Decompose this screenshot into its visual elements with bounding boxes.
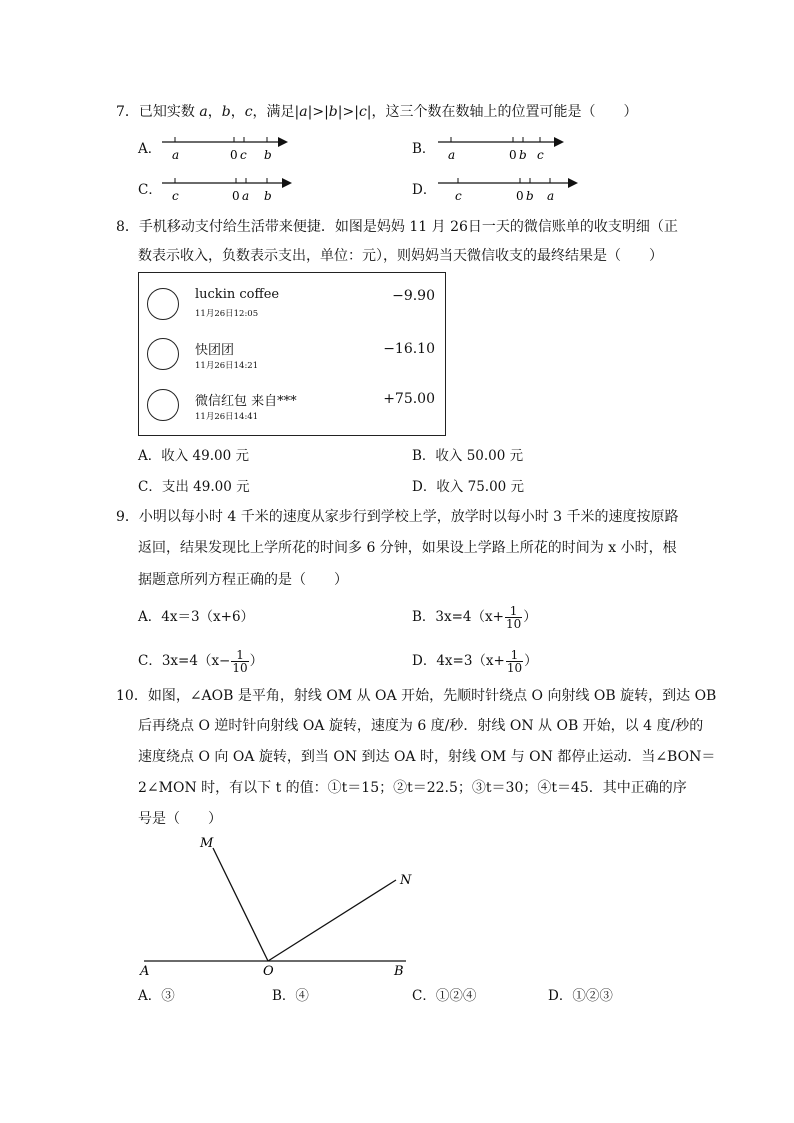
q7d-point-1: c xyxy=(455,189,462,203)
q7-option-a-label[interactable]: A． xyxy=(138,141,162,157)
q8-stem-line-1: 8．手机移动支付给生活带来便捷．如图是妈妈 11 月 26日一天的微信账单的收支明细（正 xyxy=(116,219,678,235)
q7c-point-1: c xyxy=(172,189,179,203)
avatar-circle xyxy=(147,389,179,421)
label-b: B xyxy=(394,964,404,979)
q8-option-b[interactable]: B．收入 50.00 元 xyxy=(412,448,524,464)
q9-stem-line-1: 9．小明以每小时 4 千米的速度从家步行到学校上学，放学时以每小时 3 千米的速度按原路 xyxy=(116,509,679,525)
q7b-point-3: b xyxy=(519,148,527,162)
q10-stem-line-4: 2∠MON 时，有以下 t 的值：①t＝15；②t＝22.5；③t＝30；④t＝45．其中正确的序 xyxy=(138,780,687,796)
bill-time: 11月26日14:41 xyxy=(195,412,259,422)
bill-amount: −9.90 xyxy=(392,288,435,304)
q7-number-line-d xyxy=(434,171,582,205)
q9-option-c[interactable]: C．3x=4（x− $\frac{1}{10}$ ） xyxy=(138,648,264,675)
q7d-point-2: 0 xyxy=(516,189,524,203)
ray-on xyxy=(268,880,396,961)
label-n: N xyxy=(400,873,412,888)
q10-option-c[interactable]: C．①②④ xyxy=(412,988,477,1004)
q9-stem-line-3: 据题意所列方程正确的是（ ） xyxy=(138,572,348,588)
bill-merchant: 微信红包 来自*** xyxy=(195,394,297,409)
q7a-point-4: b xyxy=(264,148,272,162)
label-m: M xyxy=(200,836,214,851)
bill-merchant: luckin coffee xyxy=(195,287,280,302)
q10-stem-line-3: 速度绕点 O 向 OA 旋转，到当 ON 到达 OA 时，射线 OM 与 ON 都停止运动．当∠BON＝ xyxy=(138,749,716,765)
bill-row xyxy=(139,332,445,382)
bill-merchant: 快团团 xyxy=(195,343,235,358)
q7-stem: 7．已知实数 a，b，c，满足|a|>|b|>|c|，这三个数在数轴上的位置可能是（ ） xyxy=(116,104,638,120)
q9-option-a[interactable]: A．4x＝3（x+6） xyxy=(138,609,255,625)
q7-number-line-b xyxy=(434,130,574,164)
ray-om xyxy=(213,848,268,961)
bill-amount: +75.00 xyxy=(383,391,435,407)
q10-option-b[interactable]: B．④ xyxy=(272,988,309,1004)
avatar-circle xyxy=(147,288,179,320)
bill-row xyxy=(139,382,445,432)
q7b-point-1: a xyxy=(448,148,456,162)
q7-number-line-c xyxy=(158,171,298,205)
q10-option-d[interactable]: D．①②③ xyxy=(548,988,613,1004)
label-a: A xyxy=(140,964,150,979)
q7a-point-2: 0 xyxy=(230,148,238,162)
bill-amount: −16.10 xyxy=(383,341,435,357)
q8-stem-line-2: 数表示收入，负数表示支出，单位：元），则妈妈当天微信收支的最终结果是（ ） xyxy=(138,248,663,264)
wechat-bill-receipt xyxy=(138,272,446,436)
q7c-point-4: b xyxy=(264,189,272,203)
q7-option-b-label[interactable]: B． xyxy=(412,141,436,157)
q7-option-c-label[interactable]: C． xyxy=(138,182,162,198)
q10-option-a[interactable]: A．③ xyxy=(138,988,175,1004)
q7-number: 7． xyxy=(116,104,139,120)
q10-stem-line-5: 号是（ ） xyxy=(138,811,222,827)
avatar-circle xyxy=(147,338,179,370)
q7a-point-3: c xyxy=(240,148,247,162)
q8-option-c[interactable]: C．支出 49.00 元 xyxy=(138,479,250,495)
q9-option-d[interactable]: D．4x=3（x+ $\frac{1}{10}$ ） xyxy=(412,648,538,675)
q7-option-d-label[interactable]: D． xyxy=(412,182,437,198)
q7c-point-3: a xyxy=(242,189,250,203)
q7b-point-4: c xyxy=(537,148,544,162)
q8-option-a[interactable]: A．收入 49.00 元 xyxy=(138,448,249,464)
bill-time: 11月26日14:21 xyxy=(195,361,259,371)
q7c-point-2: 0 xyxy=(232,189,240,203)
q7b-point-2: 0 xyxy=(509,148,517,162)
fraction: $\frac{1}{10}$ xyxy=(506,648,523,675)
q9-stem-line-2: 返回，结果发现比上学所花的时间多 6 分钟，如果设上学路上所花的时间为 x 小时，根 xyxy=(138,540,677,556)
label-o: O xyxy=(263,964,274,979)
q10-stem-line-2: 后再绕点 O 逆时针向射线 OA 旋转，速度为 6 度/秒．射线 ON 从 OB 开始，以 4 度/秒的 xyxy=(138,718,704,734)
angle-figure xyxy=(130,830,420,980)
bill-row xyxy=(139,279,445,329)
q10-stem-line-1: 10．如图，∠AOB 是平角，射线 OM 从 OA 开始，先顺时针绕点 O 向射线 OB 旋转，到达 OB xyxy=(116,688,717,704)
fraction: $\frac{1}{10}$ xyxy=(505,604,522,631)
q7d-point-3: b xyxy=(526,189,534,203)
q7-number-line-a xyxy=(158,130,298,164)
q8-option-d[interactable]: D．收入 75.00 元 xyxy=(412,479,525,495)
q7a-point-1: a xyxy=(172,148,180,162)
bill-time: 11月26日12:05 xyxy=(195,309,259,319)
fraction: $\frac{1}{10}$ xyxy=(232,648,248,675)
q7d-point-4: a xyxy=(547,189,555,203)
q9-option-b[interactable]: B．3x=4（x+ $\frac{1}{10}$ ） xyxy=(412,604,537,631)
